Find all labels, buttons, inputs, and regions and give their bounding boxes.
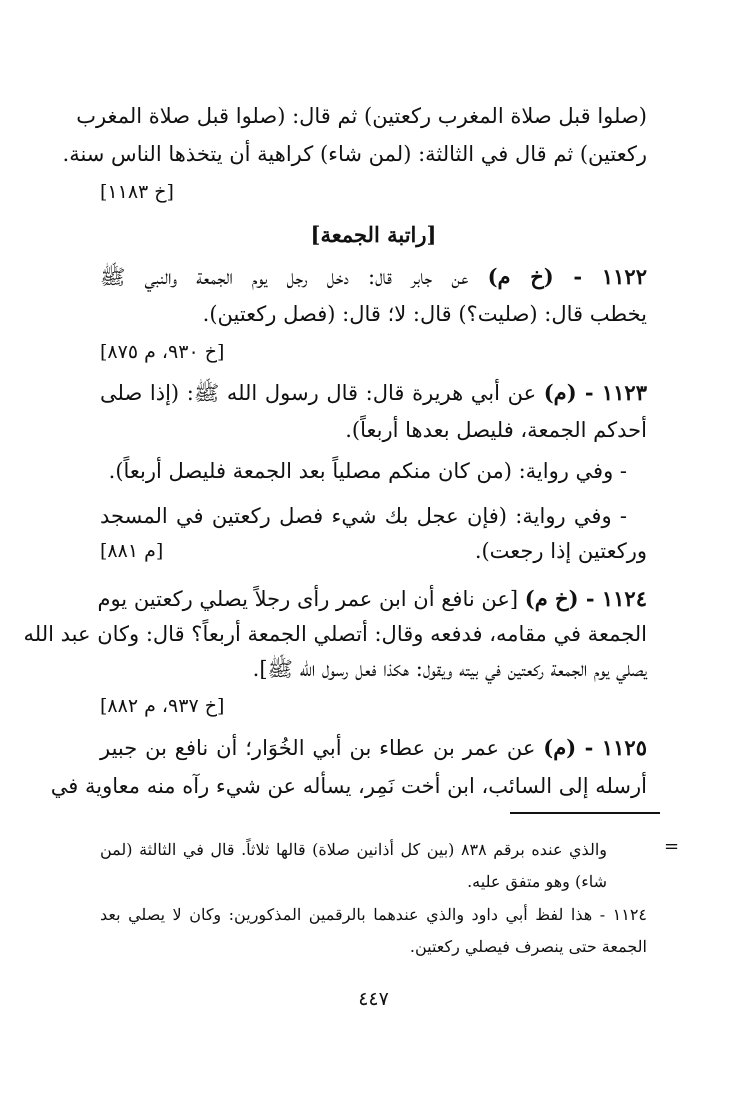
hadith-number: ١١٢٢ - (خ م) [487, 264, 647, 289]
text-line: (صلوا قبل صلاة المغرب ركعتين) ثم قال: (صلوا قبل صلاة المغرب [76, 104, 647, 128]
hadith-1122-line [100, 262, 647, 292]
text-line: الجمعة في مقامه، فدفعه وقال: أتصلي الجمعة أربعاً؟ قال: وكان عبد الله [23, 622, 647, 646]
source-reference: [خ ١١٨٣] [100, 181, 174, 203]
source-reference: [م ٨٨١] [100, 540, 164, 562]
hadith-number: ١١٢٣ - (م) [543, 380, 647, 405]
hadith-1123-line [100, 378, 647, 408]
hadith-number: ١١٢٥ - (م) [543, 735, 647, 760]
source-reference: [خ ٩٣٠، م ٨٧٥] [100, 341, 225, 363]
text-line: أرسله إلى السائب، ابن أخت نَمِر، يسأله عن شيء رآه منه معاوية في [50, 774, 647, 798]
footnote-divider [510, 812, 660, 814]
hadith-1125-line [100, 733, 647, 763]
footnote-line: ١١٢٤ - هذا لفظ أبي داود والذي عندهما بالرقمين المذكورين: وكان لا يصلي بعد [100, 905, 647, 924]
hadith-1124-line [97, 584, 647, 614]
text-line: يصلي يوم الجمعة ركعتين في بيته ويقول: هكذا فعل رسول الله ﷺ]. [252, 657, 647, 681]
text-line: وركعتين إذا رجعت). [474, 539, 647, 563]
hadith-number: ١١٢٤ - (خ م) [524, 586, 647, 611]
section-heading: [راتبة الجمعة] [310, 222, 437, 247]
hadith-text: عن أبي هريرة قال: قال رسول الله ﷺ: (إذا صلى [100, 381, 537, 405]
source-reference: [خ ٩٣٧، م ٨٨٢] [100, 695, 225, 717]
text-line: - وفي رواية: (فإن عجل بك شيء فصل ركعتين في المسجد [100, 504, 627, 528]
hadith-text: عن جابر قال: دخل رجل يوم الجمعة والنبي ﷺ [100, 265, 469, 289]
hadith-text: [عن نافع أن ابن عمر رأى رجلاً يصلي ركعتين يوم [97, 587, 519, 611]
text-line: يخطب قال: (صليت؟) قال: لا؛ قال: (فصل ركعتين). [202, 302, 647, 326]
footnote-line: الجمعة حتى ينصرف فيصلي ركعتين. [409, 937, 647, 956]
text-line: أحدكم الجمعة، فليصل بعدها أربعاً). [345, 418, 647, 442]
continuation-marker: = [664, 836, 680, 857]
footnote-line: والذي عنده برقم ٨٣٨ (بين كل أذانين صلاة) قالها ثلاثاً. قال في الثالثة (لمن [100, 840, 608, 859]
page-number: ٤٤٧ [358, 988, 389, 1010]
footnote-line: شاء) وهو متفق عليه. [467, 872, 607, 891]
text-line: - وفي رواية: (من كان منكم مصلياً بعد الجمعة فليصل أربعاً). [108, 459, 627, 483]
text-line: ركعتين) ثم قال في الثالثة: (لمن شاء) كراهية أن يتخذها الناس سنة. [62, 142, 647, 166]
hadith-text: عن عمر بن عطاء بن أبي الخُوَار؛ أن نافع بن جبير [100, 736, 536, 760]
